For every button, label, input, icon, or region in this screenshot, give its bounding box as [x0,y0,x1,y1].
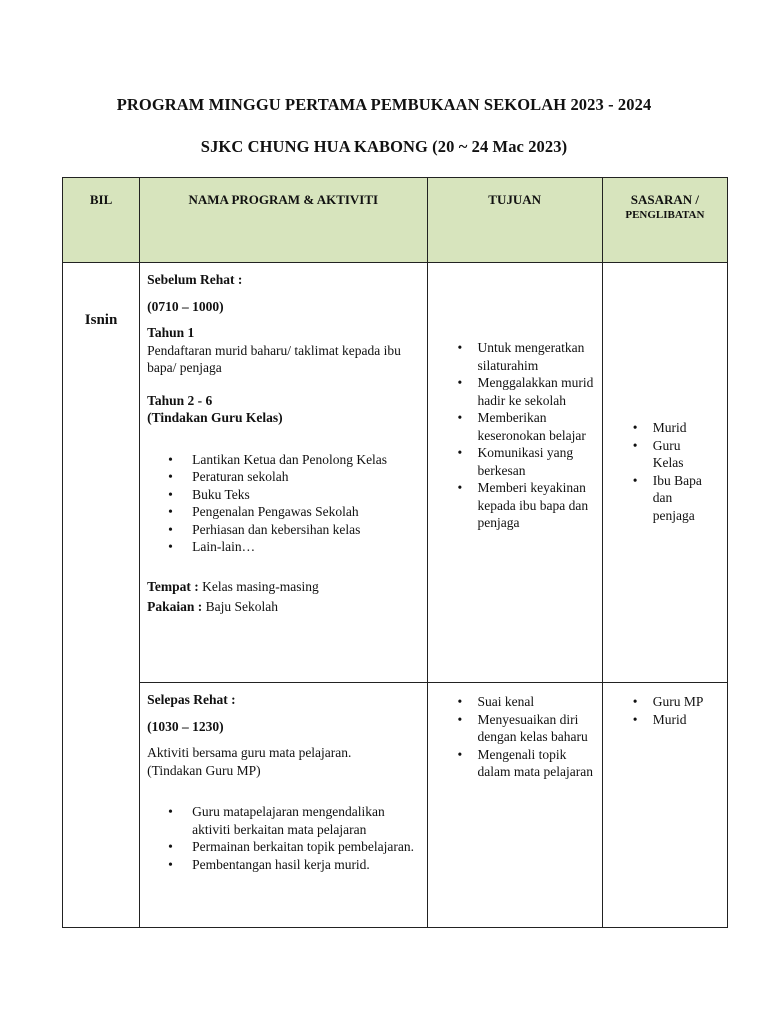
list-item: • Lantikan Ketua dan Penolong Kelas [147,451,420,469]
list-item: • Memberikan keseronokan belajar [454,409,594,444]
list-item: • Suai kenal [454,693,594,711]
list-item: • Guru Kelas [629,437,693,472]
table-row [63,683,728,928]
session2-heading: Selepas Rehat : [147,692,236,707]
header-tujuan: TUJUAN [427,178,602,263]
list-item: • Murid [629,711,721,729]
list-item: • Perhiasan dan kebersihan kelas [147,521,420,539]
list-item: • Mengenali topik dalam mata pelajaran [454,746,594,781]
session2-desc1: Aktiviti bersama guru mata pelajaran. [147,745,352,760]
document-subtitle: SJKC CHUNG HUA KABONG (20 ~ 24 Mac 2023) [200,137,568,156]
list-item: • Pembentangan hasil kerja murid. [147,856,420,874]
program-cell-session1 [140,263,427,683]
session2-activity-list [147,803,420,873]
tempat-label: Tempat : [147,578,199,594]
tempat-value: Kelas masing-masing [198,578,319,594]
list-item: • Guru matapelajaran mengendalikan aktiviti berkaitan mata pelajaran [147,803,420,838]
session2-desc2: (Tindakan Guru MP) [147,762,261,778]
list-item: • Guru MP [629,693,721,711]
list-item: • Peraturan sekolah [147,468,420,486]
list-item: • Permainan berkaitan topik pembelajaran. [147,838,420,856]
pakaian-value: Baju Sekolah [202,599,278,614]
session1-activity-list [147,451,420,556]
list-item: • Buku Teks [147,486,420,504]
sasaran-cell-session2 [602,683,727,928]
session2-sasaran-list [629,693,721,728]
sasaran-cell-session1 [602,263,727,683]
list-item: • Menggalakkan murid hadir ke sekolah [454,374,594,409]
list-item: • Menyesuaikan diri dengan kelas baharu [454,711,594,746]
list-item: • Ibu Bapa dan penjaga [629,472,711,525]
tahun2-sub: (Tindakan Guru Kelas) [147,410,283,425]
session1-time: (0710 – 1000) [147,298,224,314]
tempat-line [147,578,420,596]
table-row [63,263,728,683]
list-item: • Untuk mengeratkan silaturahim [454,339,594,374]
header-sasaran-line2: PENGLIBATAN [625,209,705,221]
header-sasaran [602,178,727,263]
tahun2-label: Tahun 2 - 6 [147,392,213,408]
tujuan-cell-session1 [427,263,602,683]
day-cell: Isnin [63,263,140,928]
list-item: • Komunikasi yang berkesan [454,444,594,479]
list-item: • Lain-lain… [147,538,420,556]
pakaian-line [147,598,420,616]
list-item: • Memberi keyakinan kepada ibu bapa dan penjaga [454,479,594,532]
header-program: NAMA PROGRAM & AKTIVITI [140,178,427,263]
session2-tujuan-list [454,693,594,781]
schedule-table [62,177,728,928]
list-item: • Murid [629,419,721,437]
tujuan-cell-session2 [427,683,602,928]
list-item: • Pengenalan Pengawas Sekolah [147,503,420,521]
tahun1-text: Pendaftaran murid baharu/ taklimat kepada ibu bapa/ penjaga [147,342,401,375]
session1-heading: Sebelum Rehat : [147,272,243,287]
session1-sasaran-list [629,419,721,524]
document-title: PROGRAM MINGGU PERTAMA PEMBUKAAN SEKOLAH 2023 - 2024 [116,95,652,114]
header-sasaran-line1: SASARAN / [630,192,700,207]
header-bil: BIL [63,178,140,263]
session2-time: (1030 – 1230) [147,718,224,734]
program-cell-session2 [140,683,427,928]
pakaian-label: Pakaian : [147,599,203,614]
tahun1-label: Tahun 1 [147,325,195,340]
header-row [63,178,728,263]
session1-tujuan-list [454,339,594,532]
